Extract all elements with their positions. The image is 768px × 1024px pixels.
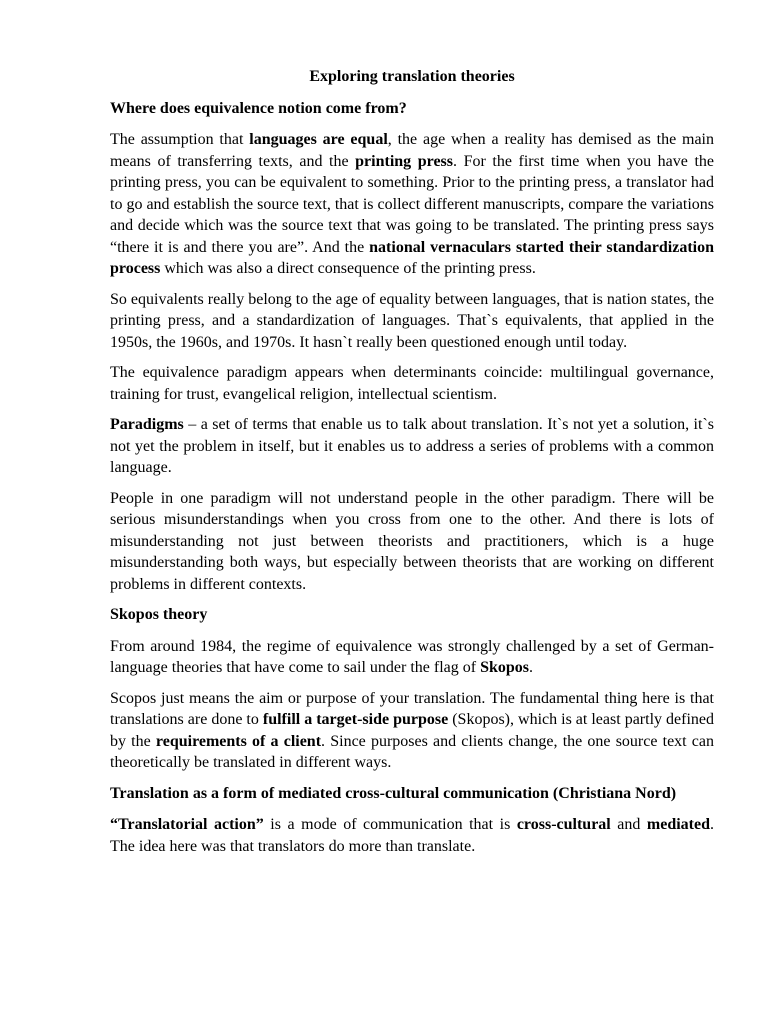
text-run: . bbox=[529, 659, 534, 676]
bold-run: cross-cultural bbox=[516, 816, 611, 833]
text-run: is a mode of communication that is bbox=[263, 816, 517, 833]
document-page bbox=[110, 60, 714, 866]
heading-equivalence: Where does equivalence notion come from? bbox=[110, 99, 407, 117]
bold-run: national vernaculars started their standardization process bbox=[110, 238, 714, 277]
text-run: The assumption that bbox=[110, 131, 250, 148]
paragraph-assumption bbox=[110, 129, 714, 280]
text-run: . For the first time when you have the printing press, you can be equivalent to something. Prior to the printing press, a translator had to go and establish the source text, that is collect different manuscripts, compare the variations and decide which was the source text that was going to be translated. The printing press says “there it is and there you are”. And the bbox=[110, 152, 715, 256]
paragraph-equivalents: So equivalents really belong to the age of equality between languages, that is nation states, the printing press, and a standardization of languages. That`s equivalents, that applied in the 1950s, the 1960s, and 1970s. It hasn`t really been questioned enough until today. bbox=[110, 290, 714, 351]
bold-run: “Translatorial action” bbox=[110, 816, 264, 833]
bold-run: requirements of a client bbox=[155, 732, 322, 750]
paragraph-regime bbox=[110, 636, 714, 679]
paragraph-translatorial-action bbox=[110, 814, 714, 857]
text-run: , the age when a reality has demised as the main means of transferring texts, and the bbox=[110, 131, 715, 170]
bold-run: printing press bbox=[355, 152, 454, 170]
text-run: and bbox=[610, 816, 647, 833]
bold-run: Paradigms bbox=[110, 416, 184, 433]
heading-skopos: Skopos theory bbox=[110, 606, 208, 623]
paragraph-paradigm: The equivalence paradigm appears when determinants coincide: multilingual governance, training for trust, evangelical religion, intellectual scientism. bbox=[110, 364, 714, 403]
document-title: Exploring translation theories bbox=[309, 68, 515, 85]
bold-run: languages are equal bbox=[249, 131, 388, 148]
bold-run: Skopos bbox=[480, 659, 530, 676]
paragraph-paradigms-definition bbox=[110, 414, 714, 479]
text-run: . The idea here was that translators do more than translate. bbox=[110, 816, 715, 855]
text-run: From around 1984, the regime of equivalence was strongly challenged by a set of German-language theories that have come to sail under the flag of bbox=[110, 637, 714, 676]
bold-run: fulfill a target-side purpose bbox=[262, 711, 449, 728]
text-run: – a set of terms that enable us to talk about translation. It`s not yet a solution, it`s not yet the problem in itself, but it enables us to address a series of problems with a common language. bbox=[110, 416, 714, 476]
paragraph-scopos bbox=[110, 688, 714, 774]
bold-run: mediated bbox=[646, 816, 711, 833]
paragraph-misunderstanding: People in one paradigm will not understand people in the other paradigm. There will be serious misunderstandings when you cross from one to the other. And there is lots of misunderstanding not just between theorists and practitioners, which is a huge misunderstanding both ways, but especially between theorists that are working on different problems in different contexts. bbox=[110, 489, 714, 593]
text-run: . Since purposes and clients change, the one source text can theoretically be translated in different ways. bbox=[110, 732, 715, 771]
text-run: Scopos just means the aim or purpose of your translation. The fundamental thing here is that translations are done to bbox=[110, 689, 714, 728]
text-run: which was also a direct consequence of the printing press. bbox=[160, 260, 536, 277]
heading-nord: Translation as a form of mediated cross-cultural communication (Christiana Nord) bbox=[110, 784, 677, 802]
text-run: (Skopos), which is at least partly defined by the bbox=[110, 711, 714, 750]
